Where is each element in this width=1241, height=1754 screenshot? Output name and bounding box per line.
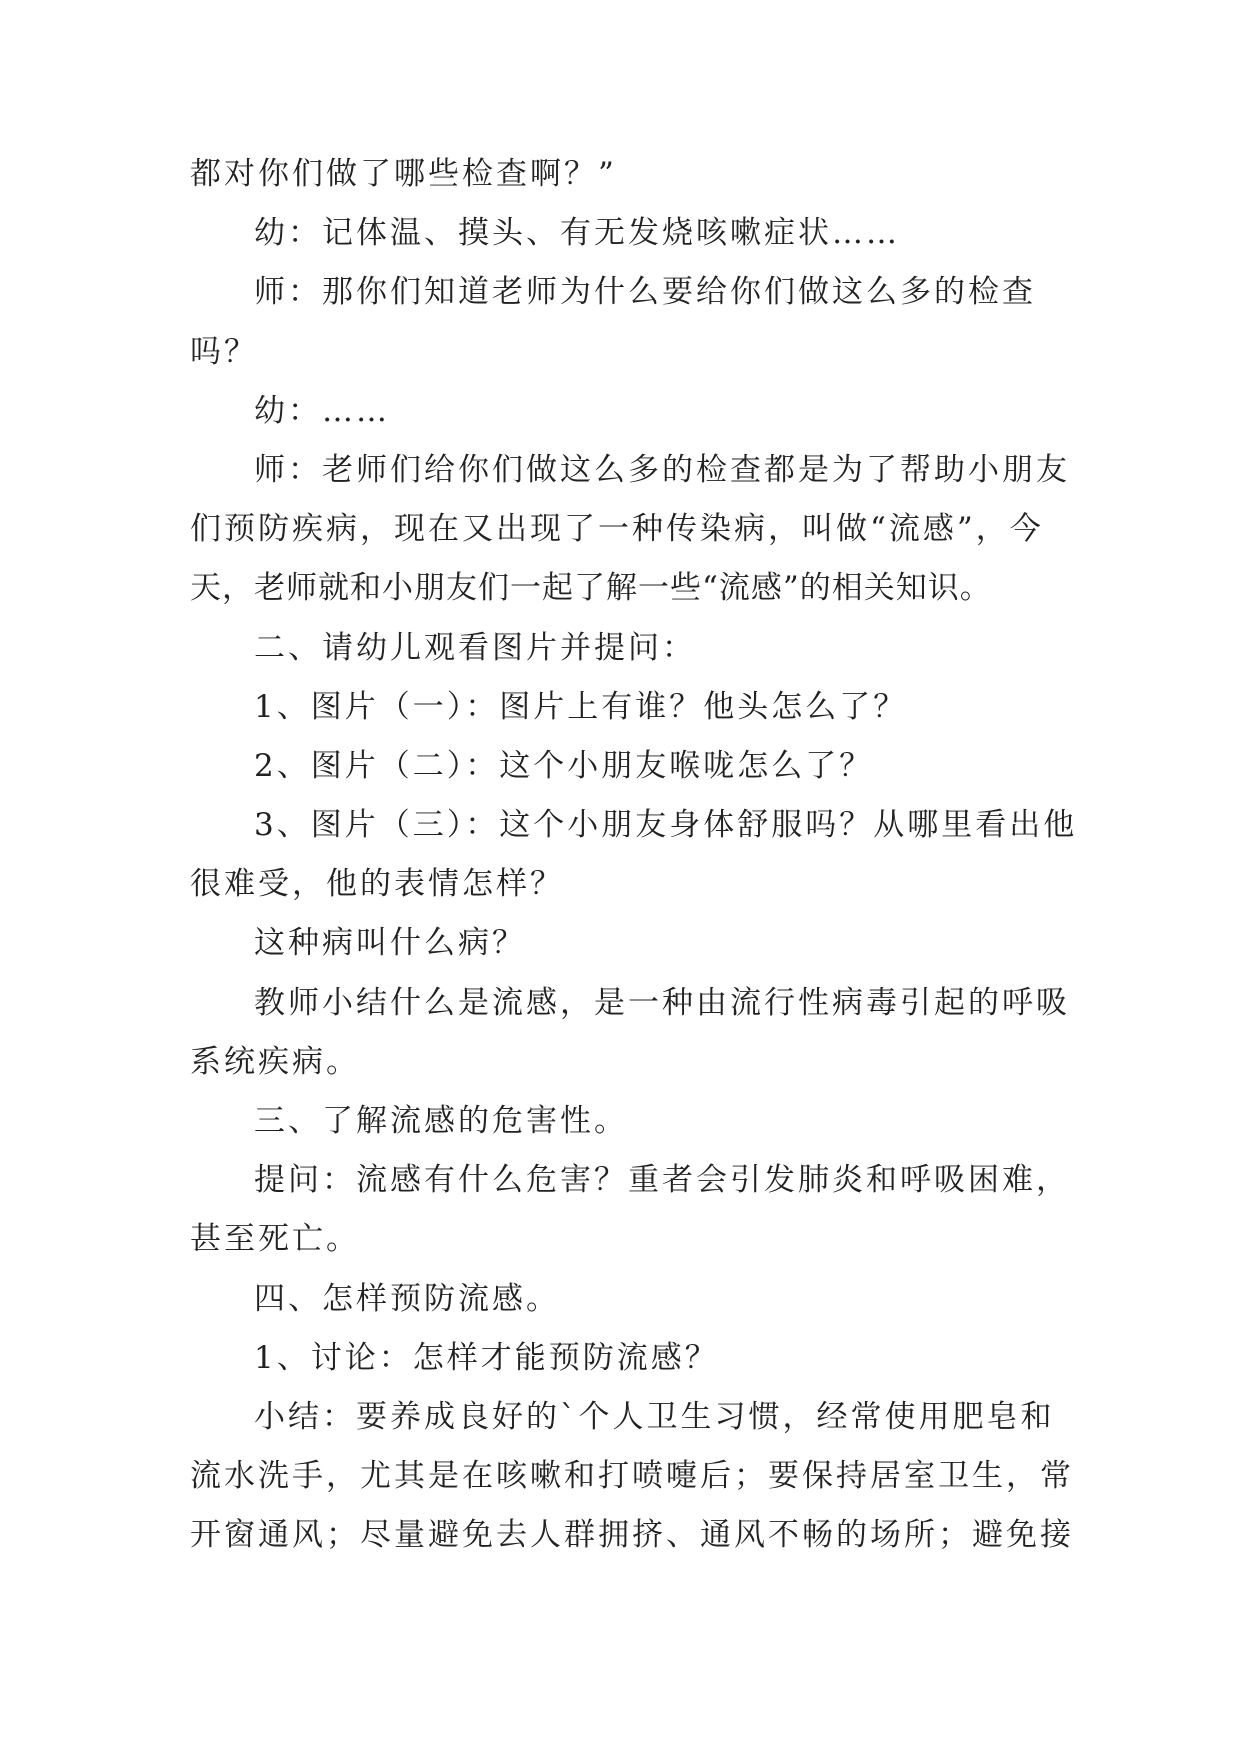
text-line: 师：那你们知道老师为什么要给你们做这么多的检查 bbox=[254, 274, 1036, 311]
text-line: 们预防疾病，现在又出现了一种传染病，叫做“流感”，今 bbox=[190, 511, 1044, 548]
text-line: 2、图片（二）：这个小朋友喉咙怎么了？ bbox=[254, 747, 874, 784]
text-line: 1、讨论：怎样才能预防流感？ bbox=[254, 1339, 719, 1376]
text-line: 流水洗手，尤其是在咳嗽和打喷嚏后；要保持居室卫生，常 bbox=[190, 1458, 1074, 1495]
text-line: 天，老师就和小朋友们一起了解一些“流感”的相关知识。 bbox=[190, 570, 992, 607]
text-line: 二、请幼儿观看图片并提问： bbox=[254, 629, 696, 666]
text-line: 吗？ bbox=[190, 333, 258, 370]
text-line: 很难受，他的表情怎样？ bbox=[190, 866, 564, 903]
text-line: 小结：要养成良好的`个人卫生习惯，经常使用肥皂和 bbox=[254, 1398, 1055, 1435]
text-line: 这种病叫什么病？ bbox=[254, 925, 526, 962]
text-line: 幼：…… bbox=[254, 392, 390, 429]
text-line: 师：老师们给你们做这么多的检查都是为了帮助小朋友 bbox=[254, 451, 1070, 488]
text-line: 三、了解流感的危害性。 bbox=[254, 1103, 628, 1139]
text-line: 系统疾病。 bbox=[190, 1043, 360, 1080]
text-line: 幼：记体温、摸头、有无发烧咳嗽症状…… bbox=[254, 215, 900, 252]
text-line: 四、怎样预防流感。 bbox=[254, 1280, 560, 1317]
document-body bbox=[190, 145, 1078, 1566]
text-line: 甚至死亡。 bbox=[190, 1221, 360, 1258]
text-line: 3、图片（三）：这个小朋友身体舒服吗？从哪里看出他 bbox=[254, 807, 1078, 844]
text-line: 开窗通风；尽量避免去人群拥挤、通风不畅的场所；避免接 bbox=[190, 1517, 1074, 1554]
text-line: 提问：流感有什么危害？重者会引发肺炎和呼吸困难， bbox=[254, 1162, 1070, 1199]
text-line: 教师小结什么是流感，是一种由流行性病毒引起的呼吸 bbox=[254, 984, 1070, 1021]
text-line: 1、图片（一）：图片上有谁？他头怎么了？ bbox=[254, 688, 908, 725]
text-line: 都对你们做了哪些检查啊？” bbox=[190, 156, 617, 192]
